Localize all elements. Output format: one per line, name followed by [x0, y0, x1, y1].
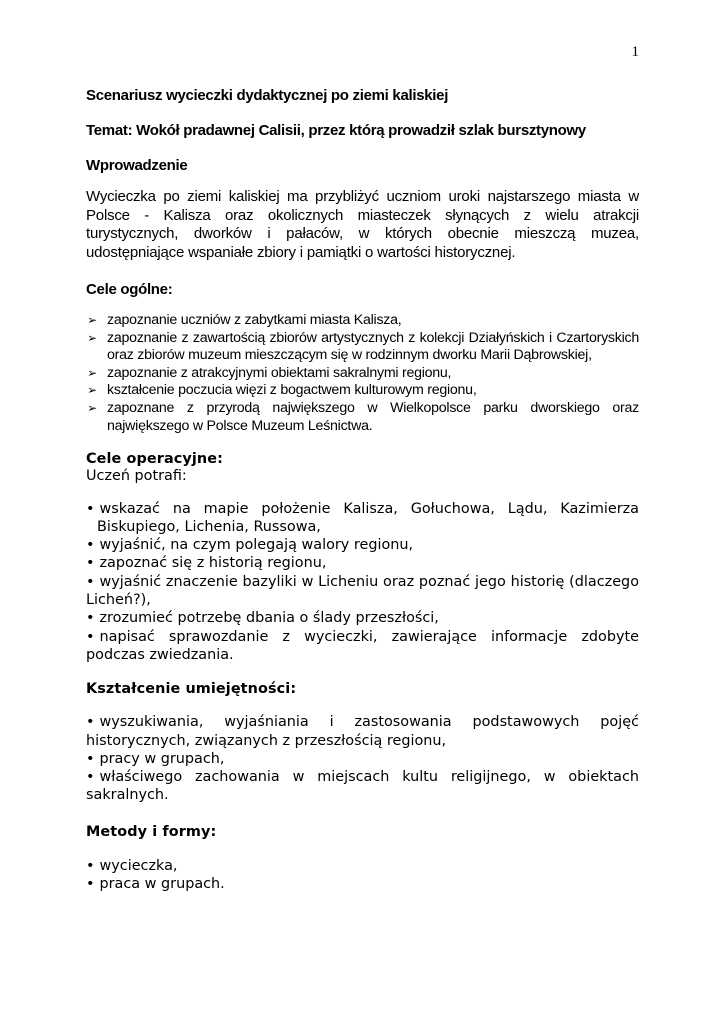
bullet-icon: • [86, 610, 95, 627]
list-item: ➢ zapoznanie z atrakcyjnymi obiektami sakralnymi regionu, [107, 365, 639, 383]
skills-list [86, 713, 639, 804]
methods-heading: Metody i formy: [86, 823, 217, 840]
list-item: • właściwego zachowania w miejscach kultu religijnego, w obiektach sakralnych. [86, 769, 639, 804]
topic-heading: Temat: Wokół pradawnej Calisii, przez którą prowadził szlak bursztynowy [86, 122, 586, 139]
bullet-icon: • [86, 769, 95, 786]
list-item: ➢ kształcenie poczucia więzi z bogactwem kulturowym regionu, [107, 382, 639, 400]
list-item: ➢ zapoznane z przyrodą największego w Wielkopolsce parku dworskiego oraz największego w Polsce Muzeum Leśnictwa. [107, 400, 639, 435]
list-item: • wyjaśnić znaczenie bazyliki w Licheniu oraz poznać jego historię (dlaczego Licheń?), [86, 573, 639, 609]
arrow-bullet-icon: ➢ [87, 383, 97, 398]
list-item: • zapoznać się z historią regionu, [86, 555, 327, 572]
list-item: • wyjaśnić, na czym polegają walory regionu, [86, 537, 414, 554]
operational-goals-heading: Cele operacyjne: [86, 451, 223, 468]
list-item: • napisać sprawozdanie z wycieczki, zawierające informacje zdobyte podczas zwiedzania. [86, 628, 639, 663]
skills-heading: Kształcenie umiejętności: [86, 681, 297, 698]
bullet-icon: • [86, 876, 95, 893]
bullet-icon: • [86, 500, 95, 517]
methods-list [86, 857, 639, 894]
list-item: • wyszukiwania, wyjaśniania i zastosowania podstawowych pojęć historycznych, związanych z przeszłością regionu, [86, 714, 639, 749]
arrow-bullet-icon: ➢ [87, 400, 97, 415]
operational-goals-list [86, 500, 639, 665]
bullet-icon: • [86, 555, 95, 572]
list-item: • praca w grupach. [86, 876, 225, 893]
intro-heading: Wprowadzenie [86, 157, 188, 174]
list-item: • zrozumieć potrzebę dbania o ślady przeszłości, [86, 610, 439, 627]
bullet-icon: • [86, 573, 95, 590]
operational-goals-subheading: Uczeń potrafi: [86, 468, 187, 485]
bullet-icon: • [86, 714, 95, 731]
general-goals-heading: Cele ogólne: [86, 281, 173, 298]
arrow-bullet-icon: ➢ [87, 365, 97, 380]
bullet-icon: • [86, 750, 95, 767]
bullet-icon: • [86, 628, 95, 645]
arrow-bullet-icon: ➢ [87, 313, 97, 327]
page-number: 1 [631, 44, 639, 60]
list-item: ➢ zapoznanie z zawartością zbiorów artystycznych z kolekcji Działyńskich i Czartoryskich oraz zbiorów muzeum mieszczącym się w rodzinnym dworku Marii Dąbrowskiej, [107, 330, 639, 365]
document-content [86, 84, 639, 893]
list-item: ➢ zapoznanie uczniów z zabytkami miasta Kalisza, [107, 312, 639, 330]
list-item: • wskazać na mapie położenie Kalisza, Gołuchowa, Lądu, Kazimierza Biskupiego, Lichenia, Russowa, [86, 500, 639, 535]
arrow-bullet-icon: ➢ [87, 330, 97, 345]
bullet-icon: • [86, 537, 95, 554]
general-goals-list [86, 312, 639, 435]
document-title: Scenariusz wycieczki dydaktycznej po ziemi kaliskiej [86, 87, 449, 104]
bullet-icon: • [86, 857, 95, 874]
list-item: • pracy w grupach, [86, 750, 225, 767]
intro-paragraph: Wycieczka po ziemi kaliskiej ma przybliżyć uczniom uroki najstarszego miasta w Polsce - Kalisza oraz okolicznych miasteczek słynących z wielu atrakcji turystycznych, dworków i pałaców, w których obecnie mieszczą muzea, udostępniające wspaniałe zbiory i pamiątki o wartości historycznej. [86, 188, 639, 261]
list-item: • wycieczka, [86, 857, 178, 874]
